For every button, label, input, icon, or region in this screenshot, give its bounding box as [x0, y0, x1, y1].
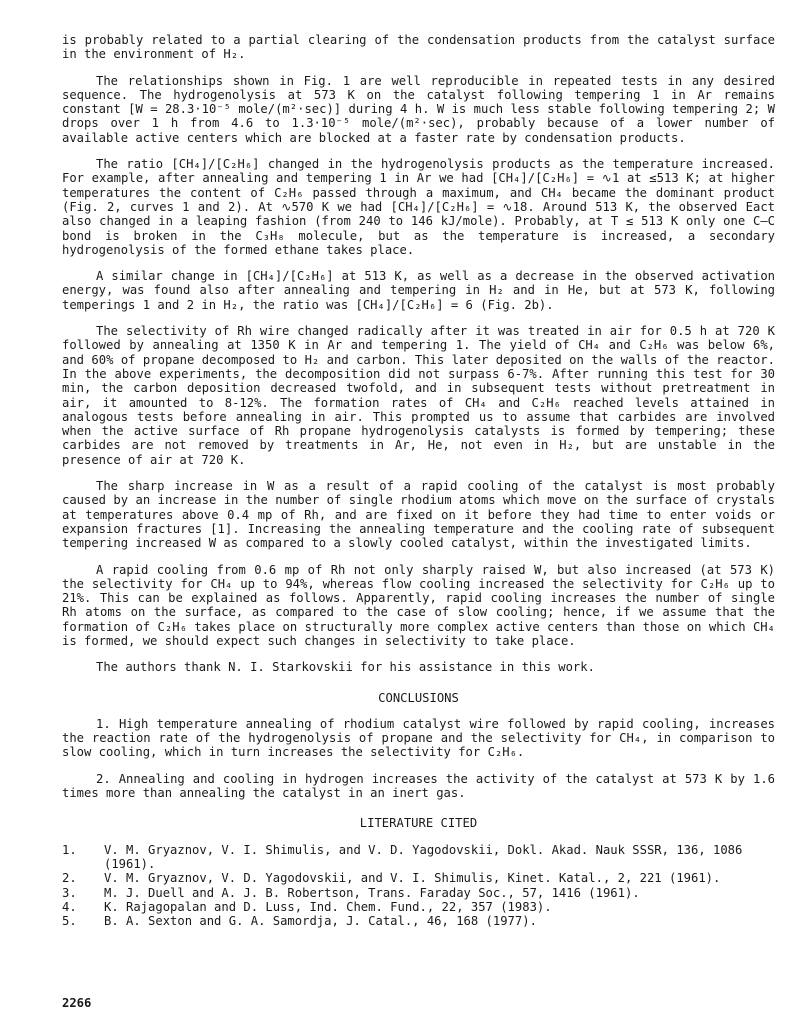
reference-text: V. M. Gryaznov, V. I. Shimulis, and V. D. Yagodovskii, Dokl. Akad. Nauk SSSR, 136, 1086 (1961).: [104, 842, 743, 871]
reference-number: 3.: [62, 885, 77, 900]
paragraph-similar-change: A similar change in [CH₄]/[C₂H₆] at 513 K, as well as a decrease in the observed activation energy, was found also after annealing and tempering in H₂ and in He, but at 573 K, following temperings 1 and 2 in H₂, the ratio was [CH₄]/[C₂H₆] = 6 (Fig. 2b).: [62, 269, 775, 312]
paragraph-acknowledgment: The authors thank N. I. Starkovskii for his assistance in this work.: [96, 660, 595, 675]
page-number: 2266: [62, 996, 92, 1010]
literature-heading: LITERATURE CITED: [359, 816, 478, 831]
reference-text: M. J. Duell and A. J. B. Robertson, Trans. Faraday Soc., 57, 1416 (1961).: [104, 885, 640, 900]
conclusion-1: 1. High temperature annealing of rhodium catalyst wire followed by rapid cooling, increases the reaction rate of the hydrogenolysis of propane and the selectivity for CH₄, in comparison to slow cooling, which in turn increases the selectivity for C₂H₆.: [62, 716, 775, 760]
reference-list: [62, 843, 775, 929]
conclusion-2: 2. Annealing and cooling in hydrogen increases the activity of the catalyst at 573 K by 1.6 times more than annealing the catalyst in an inert gas.: [62, 771, 775, 801]
reference-item: [62, 886, 775, 900]
paragraph-continuation: is probably related to a partial clearing of the condensation products from the catalyst surface in the environment of H₂.: [62, 33, 775, 62]
reference-number: 4.: [62, 899, 77, 914]
reference-item: [62, 914, 775, 928]
reference-number: 5.: [62, 914, 77, 929]
reference-item: [62, 843, 775, 872]
reference-number: 1.: [62, 842, 77, 857]
reference-number: 2.: [62, 871, 77, 886]
conclusions-heading: CONCLUSIONS: [378, 690, 459, 705]
reference-text: B. A. Sexton and G. A. Samordja, J. Catal., 46, 168 (1977).: [104, 914, 537, 929]
paragraph-selectivity: The selectivity of Rh wire changed radically after it was treated in air for 0.5 h at 720 K followed by annealing at 1350 K in Ar and tempering 1. The yield of CH₄ and C₂H₆ was below 6%, and 60% of propane decomposed to H₂ and carbon. This later deposited on the walls of the reactor. In the above experiments, the decomposition did not surpass 6-7%. After running this test for 30 min, the carbon deposition decreased twofold, and in subsequent tests without pretreatment in air, it amounted to 8-12%. The formation rates of CH₄ and C₂H₆ reached levels attained in analogous tests before annealing in air. This prompted us to assume that carbides are involved when the active surface of Rh propane hydrogenolysis catalysts is formed by tempering; these carbides are not removed by treatments in Ar, He, not even in H₂, but are unstable in the presence of air at 720 K.: [62, 324, 775, 467]
paragraph-sharp-increase: The sharp increase in W as a result of a rapid cooling of the catalyst is most probably caused by an increase in the number of single rhodium atoms which move on the surface of crystals at temperatures above 0.4 mp of Rh, and are fixed on it before they had time to enter voids or expansion fractures [1]. Increasing the annealing temperature and the cooling rate of subsequent tempering increased W as compared to a slowly cooled catalyst, within the investigated limits.: [62, 479, 775, 551]
reference-item: [62, 900, 775, 914]
paragraph-rapid-cooling: A rapid cooling from 0.6 mp of Rh not only sharply raised W, but also increased (at 573 K) the selectivity for CH₄ up to 94%, whereas flow cooling increased the selectivity for C₂H₆ up to 21%. This can be explained as follows. Apparently, rapid cooling increases the number of single Rh atoms on the surface, as compared to the case of slow cooling; hence, if we assume that the formation of C₂H₆ takes place on structurally more complex active centers than those on which CH₄ is formed, we should expect such changes in selectivity to take place.: [62, 562, 775, 648]
reference-text: K. Rajagopalan and D. Luss, Ind. Chem. Fund., 22, 357 (1983).: [104, 899, 552, 914]
paragraph-relationships: The relationships shown in Fig. 1 are well reproducible in repeated tests in any desired sequence. The hydrogenolysis at 573 K on the catalyst following tempering 1 in Ar remains constant [W = 28.3·10⁻⁵ mole/(m²·sec)] during 4 h. W is much less stable following tempering 2; W drops over 1 h from 4.6 to 1.3·10⁻⁵ mole/(m²·sec), probably because of a lower number of available active centers which are blocked at a faster rate by condensation products.: [62, 73, 775, 145]
paragraph-ratio: The ratio [CH₄]/[C₂H₆] changed in the hydrogenolysis products as the temperature increased. For example, after annealing and tempering 1 in Ar we had [CH₄]/[C₂H₆] = ∿1 at ≤513 K; at higher temperatures the content of C₂H₆ passed through a maximum, and CH₄ became the dominant product (Fig. 2, curves 1 and 2). At ∿570 K we had [CH₄]/[C₂H₆] = ∿18. Around 513 K, the observed Eact also changed in a leaping fashion (from 240 to 146 kJ/mole). Probably, at T ≤ 513 K only one C–C bond is broken in the C₃H₈ molecule, but as the temperature is increased, a secondary hydrogenolysis of the formed ethane takes place.: [62, 157, 775, 257]
reference-item: [62, 871, 775, 885]
reference-text: V. M. Gryaznov, V. D. Yagodovskii, and V. I. Shimulis, Kinet. Katal., 2, 221 (1961).: [104, 871, 721, 886]
